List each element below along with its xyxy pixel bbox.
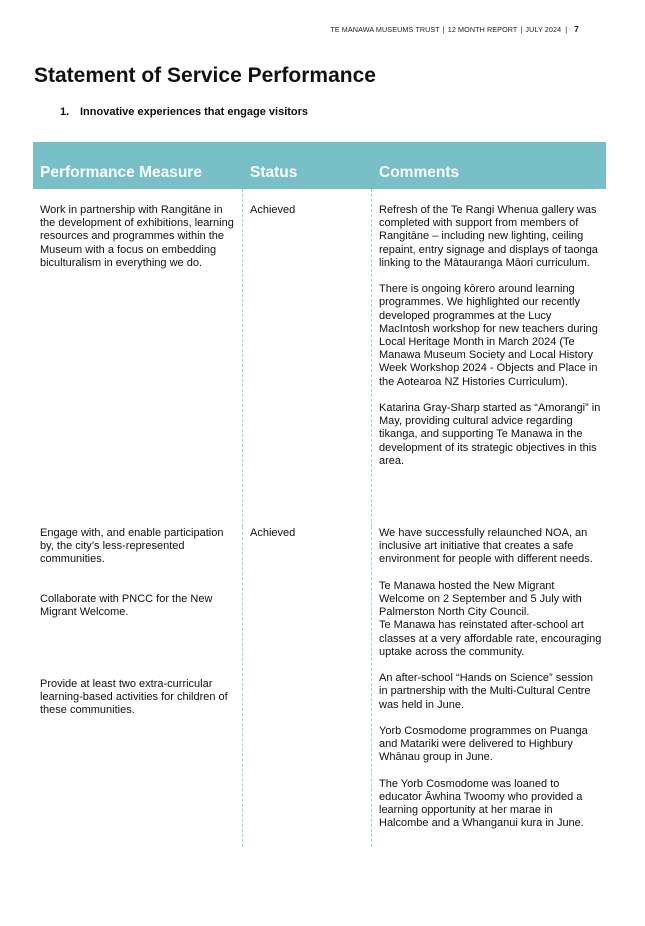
comment-paragraph: Te Manawa has reinstated after-school art classes at a very affordable rate, encouraging uptake across the community. (379, 619, 602, 658)
section-heading (60, 106, 308, 118)
status-text: Achieved (250, 527, 296, 539)
measure-text: Work in partnership with Rangitāne in the development of exhibitions, learning resources and programmes within the Museum with a focus on embedding biculturalism in everything we do. (40, 204, 234, 269)
comment-paragraph: Te Manawa hosted the New Migrant Welcome on 2 September and 5 July with Palmerston North City Council. (379, 579, 582, 619)
header-comments: Comments (379, 164, 460, 181)
measure-cell (33, 189, 243, 527)
performance-table (33, 142, 606, 847)
measure-text: Collaborate with PNCC for the New Migrant Welcome. (40, 592, 213, 618)
status-cell (243, 527, 372, 847)
comment-paragraph: The Yorb Cosmodome was loaned to educator Āwhina Twoomy who provided a learning opportunity at her marae in Halcombe and a Whanganui kura in June. (379, 777, 584, 830)
comment-paragraph: Katarina Gray-Sharp started as “Amorangi” in May, providing cultural advice regarding tikanga, and supporting Te Manawa in the development of its strategic objectives in this area. (379, 402, 601, 467)
status-text: Achieved (250, 204, 296, 216)
comment-paragraph: An after-school “Hands on Science” session in partnership with the Multi-Cultural Centre was held in June. (379, 672, 593, 711)
comment-paragraph: Refresh of the Te Rangi Whenua gallery was completed with support from members of Rangitāne – including new lighting, ceiling repaint, entry signage and displays of taonga linking to the Mātauranga Māori curriculum. (379, 204, 598, 269)
measure-text: Provide at least two extra-curricular learning-based activities for children of these communities. (40, 678, 228, 717)
header-date: JULY 2024 (525, 25, 562, 34)
section-title: Innovative experiences that engage visitors (80, 106, 309, 118)
page-title: Statement of Service Performance (34, 64, 376, 87)
measure-cell (33, 527, 243, 847)
header-performance-measure: Performance Measure (40, 164, 202, 181)
page-number: 7 (574, 24, 579, 34)
table-row (33, 189, 606, 527)
section-number: 1. (60, 106, 70, 118)
comment-paragraph: We have successfully relaunched NOA, an inclusive art initiative that creates a safe environment for people with different needs. (379, 527, 593, 566)
header-status: Status (250, 164, 298, 181)
comments-cell (372, 189, 606, 527)
comment-paragraph: There is ongoing kōrero around learning programmes. We highlighted our recently developed programmes at the Lucy MacIntosh workshop for new teachers during Local Heritage Month in March 2024 (Te Manawa Museum Society and Local History Week Workshop 2024 - Objects and Place in the Aotearoa NZ Histories Curriculum). (379, 283, 598, 388)
header-org: TE MANAWA MUSEUMS TRUST (330, 25, 440, 34)
page-header: TE MANAWA MUSEUMS TRUST | 12 MONTH REPORT | JULY 2024 | 7 (330, 24, 579, 34)
status-cell (243, 189, 372, 527)
table-header (33, 142, 606, 189)
table-row (33, 527, 606, 847)
comment-paragraph: Yorb Cosmodome programmes on Puanga and Matariki were delivered to Highbury Whānau group in June. (379, 725, 588, 764)
measure-text: Engage with, and enable participation by, the city’s less-represented communities. (40, 527, 224, 566)
comments-cell (372, 527, 606, 847)
header-report: 12 MONTH REPORT (447, 25, 518, 34)
